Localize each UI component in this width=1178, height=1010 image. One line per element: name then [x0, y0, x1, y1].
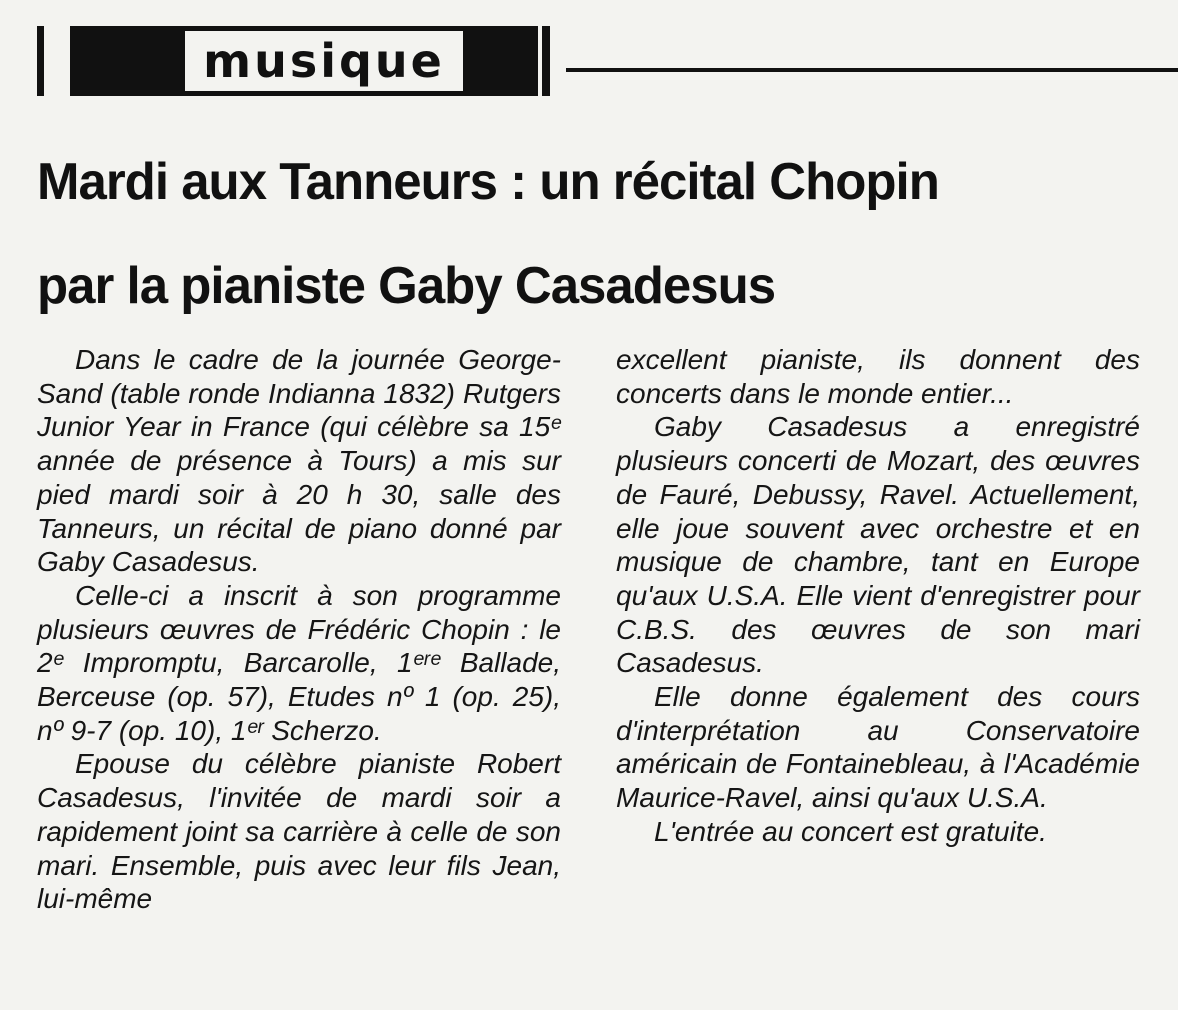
- paragraph-recordings: Gaby Casadesus a enregistré plusieurs concerti de Mozart, des œuvres de Fauré, Debussy, Ravel. Actuellement, elle joue souvent avec orchestre et en musique de chambre, tant en Europe qu'aux U.S.A. Elle vient d'enregistrer pour C.B.S. des œuvres de son mari Casadesus.: [616, 411, 1140, 679]
- section-label: musique: [185, 31, 463, 91]
- rubric-left-bar: [37, 26, 44, 96]
- paragraph-biography: Epouse du célèbre pianiste Robert Casadesus, l'invitée de mardi soir a rapidement joint sa carrière à celle de son mari. Ensemble, puis avec leur fils Jean, lui-même: [37, 748, 561, 915]
- paragraph-continuation: excellent pianiste, ils donnent des concerts dans le monde entier...: [616, 344, 1140, 409]
- paragraph-programme: Celle-ci a inscrit à son programme plusieurs œuvres de Frédéric Chopin : le 2ᵉ Impromptu, Barcarolle, 1ᵉʳᵉ Ballade, Berceuse (op. 57), Etudes nº 1 (op. 25), nº 9-7 (op. 10), 1ᵉʳ Scherzo.: [37, 579, 561, 746]
- section-rule: [566, 68, 1178, 72]
- headline: [37, 130, 1135, 338]
- article-column-right: [616, 343, 1140, 849]
- paragraph-teaching: Elle donne également des cours d'interprétation au Conservatoire américain de Fontainebleau, à l'Académie Maurice-Ravel, ainsi qu'aux U.S.A.: [616, 681, 1140, 814]
- paragraph-admission: L'entrée au concert est gratuite.: [654, 815, 1047, 847]
- article-column-left: [37, 343, 561, 916]
- headline-line-1: Mardi aux Tanneurs : un récital Chopin: [37, 153, 939, 211]
- rubric-right-bar: [542, 26, 550, 96]
- headline-line-2: par la pianiste Gaby Casadesus: [37, 257, 776, 315]
- section-rubric: [70, 26, 538, 96]
- paragraph-intro: Dans le cadre de la journée George-Sand (table ronde Indianna 1832) Rutgers Junior Year in France (qui célèbre sa 15ᵉ année de présence à Tours) a mis sur pied mardi soir à 20 h 30, salle des Tanneurs, un récital de piano donné par Gaby Casadesus.: [37, 344, 561, 578]
